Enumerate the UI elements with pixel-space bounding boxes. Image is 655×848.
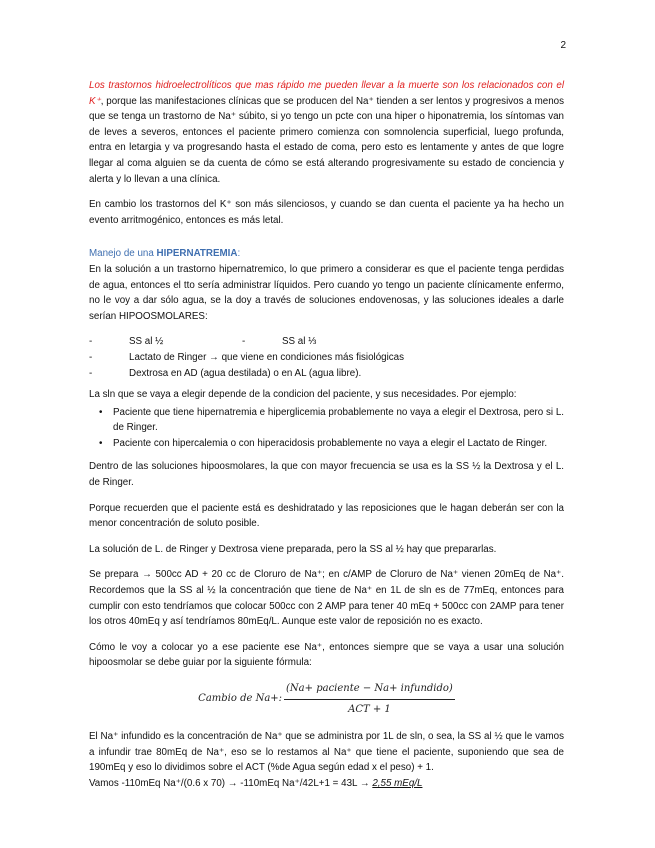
list-item: • Paciente que tiene hipernatremia e hiperglicemia probablemente no vaya a elegir el Dextrosa, pero si L. de Ringer. bbox=[89, 405, 564, 436]
paragraph-dentro: Dentro de las soluciones hipoosmolares, la que con mayor frecuencia se usa es la SS ½ la Dextrosa y el L. de Ringer. bbox=[89, 461, 564, 489]
document-body bbox=[89, 78, 564, 792]
dash-list bbox=[89, 334, 564, 381]
section-heading: Manejo de una HIPERNATREMIA: bbox=[89, 248, 241, 260]
formula bbox=[89, 681, 564, 717]
paragraph-lsolucion: La solución de L. de Ringer y Dextrosa viene preparada, pero la SS al ½ hay que prepararlas. bbox=[89, 543, 497, 555]
heading-bold: HIPERNATREMIA bbox=[156, 248, 238, 260]
page-number: 2 bbox=[560, 40, 566, 51]
formula-lhs: Cambio de Na+: bbox=[198, 693, 283, 705]
highlight-text: Los trastornos hidroelectrolíticos que mas rápido me pueden llevar a la muerte son los relacionados con el K⁺ bbox=[89, 80, 564, 107]
list-item: • Paciente con hipercalemia o con hiperacidosis probablemente no vaya a elegir el Lactato de Ringer. bbox=[89, 436, 564, 452]
formula-fraction bbox=[284, 681, 455, 717]
paragraph-como: Cómo le voy a colocar yo a ese paciente ese Na⁺, entonces siempre que se vaya a usar una solución hipoosmolar se debe guiar por la siguiente fórmula: bbox=[89, 641, 564, 669]
bullet-list bbox=[89, 405, 564, 452]
list-item: - Lactato de Ringer → que viene en condiciones más fisiológicas bbox=[89, 350, 564, 366]
paragraph-solucion: En la solución a un trastorno hipernatremico, lo que primero a considerar es que el paciente tenga perdidas de agua, entonces el tto sería administrar líquidos. Pero cuando yo tengo un paciente clínicamente enfermo, no le voy a dar sólo agua, se la doy a través de soluciones endovenosas, y las soluciones ideales a darle serían HIPOOSMOLARES: bbox=[89, 263, 564, 322]
formula-numerator: (Na+ paciente − Na+ infundido) bbox=[284, 681, 455, 700]
intro-rest: , porque las manifestaciones clínicas que se producen del Na⁺ tienden a ser lentos y progresivos a menos que se tenga un trastorno de Na⁺ súbito, si yo tengo un pcte con una hiper o hiponatremia, los síntomas van de leves a severos, entonces el paciente primero comienza con somnolencia superficial, luego profunda, entra en letargia y va progresando hasta el estado de coma, pero esto es lentamente y antes de que logre llegar al coma alguien se da cuenta de cómo se está alterando progresivamente su estado de conciencia y alerta y lo llevan a una clínica. bbox=[89, 95, 564, 185]
formula-denominator: ACT + 1 bbox=[348, 703, 391, 715]
calculation-line: Vamos -110mEq Na⁺/(0.6 x 70) → -110mEq Na⁺/42L+1 = 43L → 2,55 mEq/L bbox=[89, 777, 423, 789]
paragraph-sln: La sln que se vaya a elegir depende de la condicion del paciente, y sus necesidades. Por ejemplo: bbox=[89, 389, 517, 401]
list-item: - Dextrosa en AD (agua destilada) o en AL (agua libre). bbox=[89, 366, 564, 382]
list-item-secondary: - SS al ⅓ bbox=[242, 336, 317, 348]
paragraph-porque: Porque recuerden que el paciente está es deshidratado y las reposiciones que le hagan deberán ser con la menor concentración de soluto posible. bbox=[89, 502, 564, 530]
list-item: - SS al ½ - SS al ⅓ bbox=[89, 334, 564, 350]
paragraph-final: El Na⁺ infundido es la concentración de Na⁺ que se administra por 1L de sln, o sea, la SS al ½ que le vamos a infundir trae 80mEq de Na⁺, eso se lo restamos al Na⁺ que tiene el paciente, suponiendo que sea de 190mEq y eso lo dividimos sobre el ACT (%de Agua según edad x el peso) + 1. bbox=[89, 731, 564, 774]
paragraph-prepara: Se prepara → 500cc AD + 20 cc de Cloruro de Na⁺; en c/AMP de Cloruro de Na⁺ vienen 20mEq de Na⁺. Recordemos que la SS al ½ la concentración que tiene de Na⁺ en 1L de sln es de 77mEq, entonces para cumplir con esto tendríamos que colocar 500cc con 2 AMP para tener 40 mEq + 500cc con 2AMP para tener los otros 40mEq y así tendríamos 80mEq/L. Aunque este valor de reposición no es exacto. bbox=[89, 569, 564, 628]
calculation-result: 2,55 mEq/L bbox=[372, 777, 423, 789]
intro-paragraph bbox=[89, 78, 564, 187]
paragraph-k: En cambio los trastornos del K⁺ son más silenciosos, y cuando se dan cuenta el paciente ya ha hecho un evento arritmogénico, entonces es más letal. bbox=[89, 199, 564, 226]
